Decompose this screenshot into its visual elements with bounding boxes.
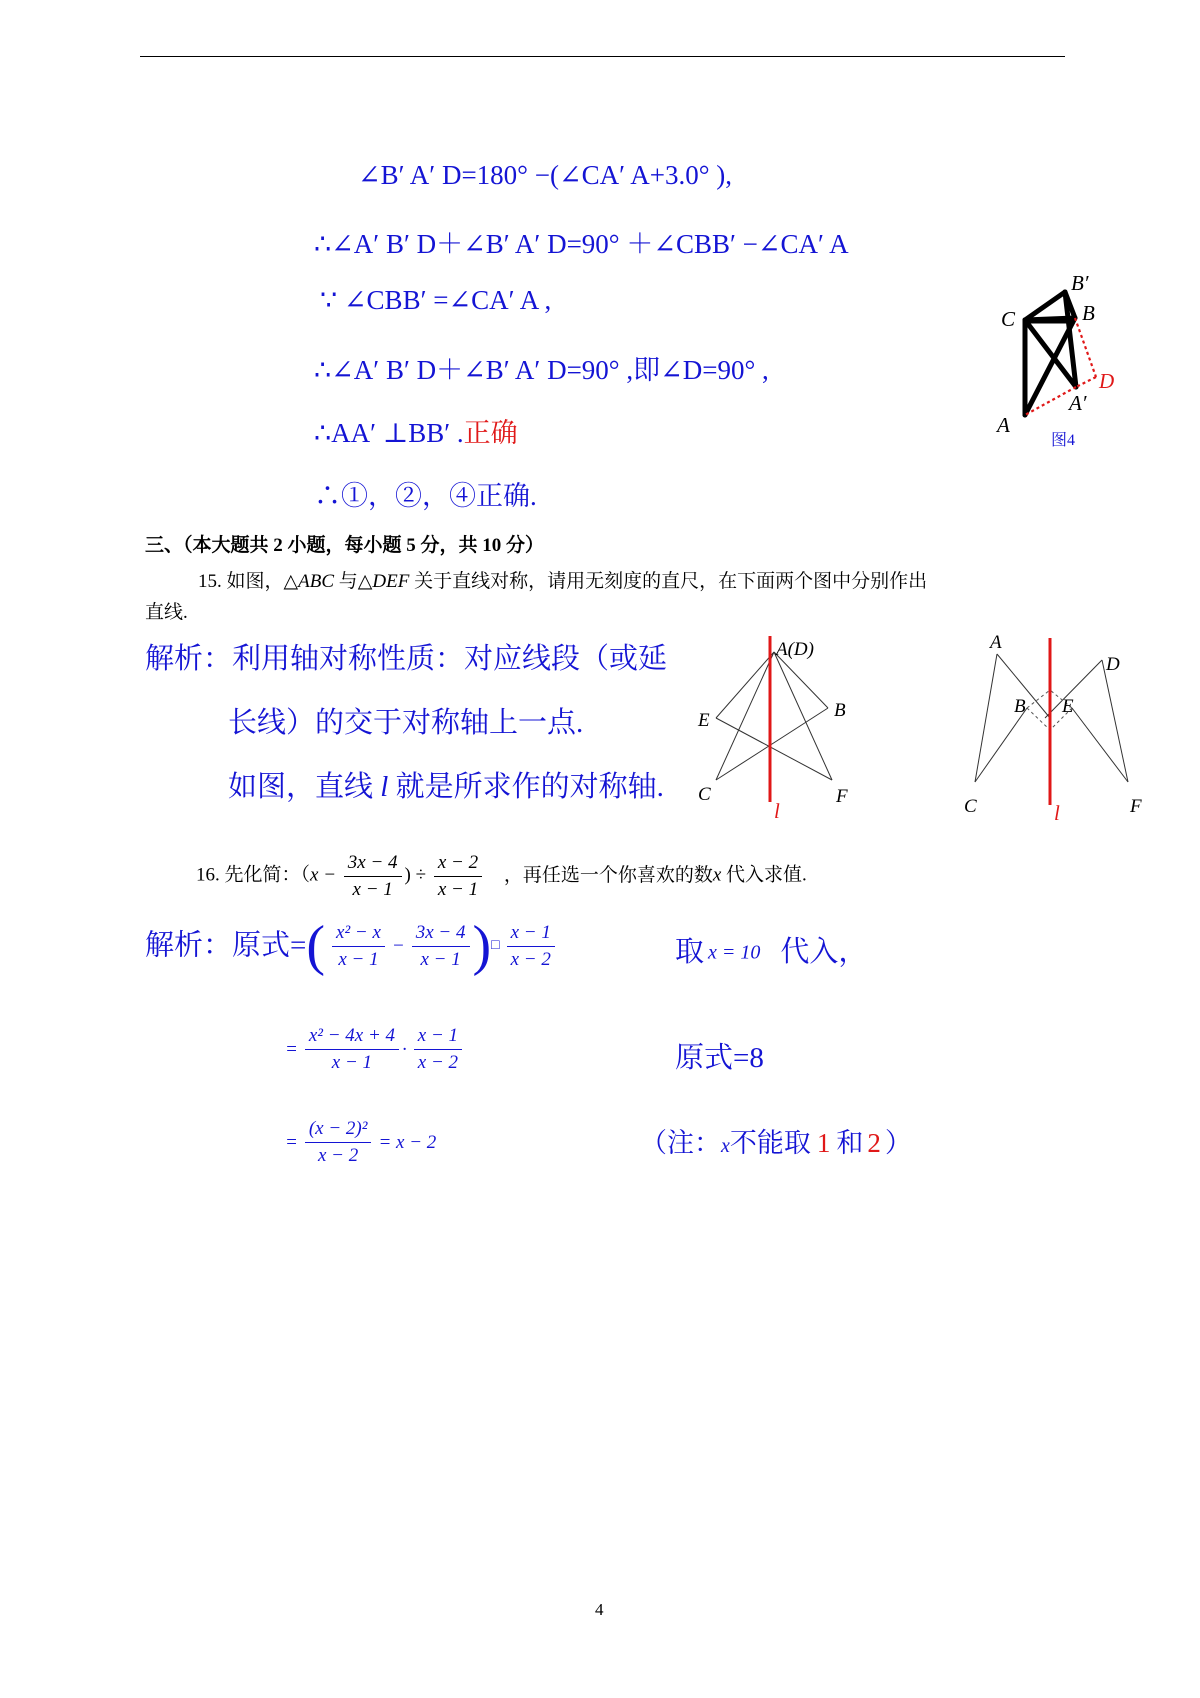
- q16-fraction-1: [344, 852, 402, 901]
- q16-note-2: 2: [867, 1128, 881, 1158]
- q16-s2-f1-numerator: x² − 4x + 4: [305, 1025, 399, 1050]
- q15-text-line-1: [198, 566, 927, 593]
- q15-right-label-b: B: [1014, 696, 1026, 717]
- fig4-label-a-prime: A′: [1069, 391, 1087, 415]
- q15-left-label-c: C: [698, 784, 711, 805]
- q15-answer-line-2: 长线）的交于对称轴上一点.: [228, 707, 584, 739]
- proof-line-3: ∵ ∠CBB′ =∠CA′ A ,: [320, 285, 552, 315]
- q16-note-b: 不能取: [729, 1128, 811, 1158]
- q16-note-1: 1: [816, 1128, 831, 1158]
- fig4-label-c: C: [1001, 307, 1016, 331]
- q16-take-value: [675, 938, 867, 967]
- q16-fraction-1-denominator: x − 1: [352, 878, 393, 900]
- q15-left-label-l: l: [774, 799, 780, 820]
- q16-take-a: 取: [675, 936, 705, 968]
- q16-s1-f2-denominator: x − 1: [420, 948, 461, 970]
- q16-s2-fraction-2: [414, 1025, 462, 1074]
- header-rule: [140, 56, 1065, 57]
- q16-s2-eq: =: [285, 1038, 298, 1060]
- q15-right-label-c: C: [964, 796, 977, 817]
- q16-text-c: 代入求值.: [721, 864, 807, 886]
- q16-s1-fraction-3: [507, 922, 555, 971]
- q16-answer-step-2: [285, 1025, 465, 1074]
- q16-text-a: 先化简：（: [224, 864, 311, 886]
- q15-number: 15.: [198, 571, 222, 592]
- q16-s3-denominator: x − 2: [318, 1144, 359, 1166]
- q15-right-label-e: E: [1062, 696, 1074, 717]
- q16-fraction-2-denominator: x − 1: [437, 878, 479, 900]
- q15-text-c: 关于直线对称，请用无刻度的直尺，在下面两个图中分别作出: [409, 571, 928, 592]
- q16-answer-step-1: [145, 915, 558, 977]
- section-3-heading: 三、（本大题共 2 小题，每小题 5 分，共 10 分）: [145, 535, 545, 556]
- q16-x-minus: x −: [310, 864, 337, 886]
- q16-s1-f2-numerator: 3x − 4: [412, 922, 470, 947]
- proof-line-5-text: ∴AA′ ⊥BB′ .: [314, 418, 464, 448]
- q16-result: 原式=8: [675, 1042, 764, 1074]
- q15-text-b: 与△: [334, 571, 373, 592]
- q16-right-paren: ): [472, 915, 492, 977]
- q15-text-line-2: 直线.: [145, 602, 188, 623]
- q15-answer-line-1: 解析：利用轴对称性质：对应线段（或延: [145, 643, 668, 675]
- q16-s2-fraction-1: [305, 1025, 399, 1074]
- q16-divide: ) ÷: [404, 864, 427, 886]
- q15-def: DEF: [372, 571, 410, 592]
- proof-line-1: ∠B′ A′ D=180° −(∠CA′ A+3.0° ),: [358, 160, 733, 190]
- q15-abc: ABC: [298, 571, 335, 592]
- q16-s3-rhs: = x − 2: [378, 1131, 437, 1153]
- q15-figure-left: [690, 630, 870, 820]
- fig4-label-b: B: [1082, 301, 1095, 325]
- proof-line-4: ∴∠A′ B′ D＋∠B′ A′ D=90° ,即∠D=90° ,: [314, 355, 769, 385]
- q16-s1-f1-numerator: x² − x: [332, 922, 385, 947]
- q16-s1-minus: −: [391, 935, 405, 957]
- q15-left-label-b: B: [834, 700, 846, 721]
- q16-answer-label: 解析：原式=: [145, 929, 307, 962]
- q16-s3-fraction: [305, 1118, 372, 1167]
- q16-s2-f2-numerator: x − 1: [414, 1025, 462, 1050]
- q16-s1-fraction-2: [412, 922, 470, 971]
- q16-note-x: x: [721, 1135, 730, 1157]
- q15-left-label-e: E: [698, 710, 710, 731]
- q16-fraction-2-numerator: x − 2: [434, 852, 482, 877]
- q16-take-b: 代入，: [780, 936, 868, 968]
- q15-left-label-ad: A(D): [776, 639, 814, 660]
- q16-var: x: [712, 864, 722, 886]
- q15-answer-line-3: [228, 764, 664, 805]
- q15-right-label-f: F: [1130, 796, 1142, 817]
- q16-text: [196, 852, 807, 901]
- fig4-caption: 图4: [1051, 432, 1076, 449]
- page-number: 4: [595, 1600, 604, 1619]
- q16-note: [640, 1130, 912, 1157]
- fig4-label-a: A: [997, 413, 1010, 437]
- q16-note-c: 和: [836, 1128, 864, 1158]
- q16-take-val: x = 10: [708, 941, 761, 964]
- q16-note-d: ）: [884, 1128, 912, 1158]
- proof-line-2: ∴∠A′ B′ D＋∠B′ A′ D=90° ＋∠CBB′ −∠CA′ A: [314, 229, 849, 259]
- q16-text-b: ，再任选一个你喜欢的数: [503, 864, 713, 886]
- q16-left-paren: (: [306, 915, 326, 977]
- q16-s1-f3-denominator: x − 2: [510, 948, 551, 970]
- q16-s1-f1-denominator: x − 1: [338, 948, 379, 970]
- q16-s2-f2-denominator: x − 2: [417, 1051, 459, 1073]
- q15-text-a: 如图，△: [226, 571, 299, 592]
- proof-line-6: ∴①，②，④正确.: [314, 481, 537, 511]
- proof-line-5: [314, 411, 518, 450]
- q16-s3-numerator: (x − 2)²: [305, 1118, 372, 1143]
- q16-s2-dot: ·: [402, 1038, 407, 1060]
- q16-s3-eq: =: [285, 1131, 298, 1153]
- q15-right-label-a: A: [990, 632, 1002, 653]
- figure-4: [985, 270, 1115, 450]
- proof-line-5-correct: 正确: [463, 418, 518, 448]
- q15-answer-line-3b: 就是所求作的对称轴.: [388, 771, 664, 803]
- fig4-label-d: D: [1099, 369, 1115, 393]
- q16-number: 16.: [196, 864, 220, 886]
- q16-fraction-2: [434, 852, 482, 901]
- q16-s2-f1-denominator: x − 1: [331, 1051, 373, 1073]
- fig4-label-b-prime: B′: [1071, 271, 1089, 295]
- q16-s1-box: □: [491, 938, 500, 953]
- q15-answer-l: l: [380, 771, 389, 803]
- q15-answer-line-3a: 如图，直线: [228, 771, 374, 803]
- q15-right-label-d: D: [1106, 654, 1120, 675]
- q15-left-label-f: F: [836, 786, 848, 807]
- q16-s1-f3-numerator: x − 1: [507, 922, 555, 947]
- q16-s1-fraction-1: [332, 922, 385, 971]
- q16-answer-step-3: [285, 1118, 436, 1167]
- q16-note-a: （注：: [640, 1128, 721, 1158]
- q15-right-label-l: l: [1054, 801, 1060, 820]
- q16-fraction-1-numerator: 3x − 4: [344, 852, 402, 877]
- q15-figure-right: [950, 630, 1160, 820]
